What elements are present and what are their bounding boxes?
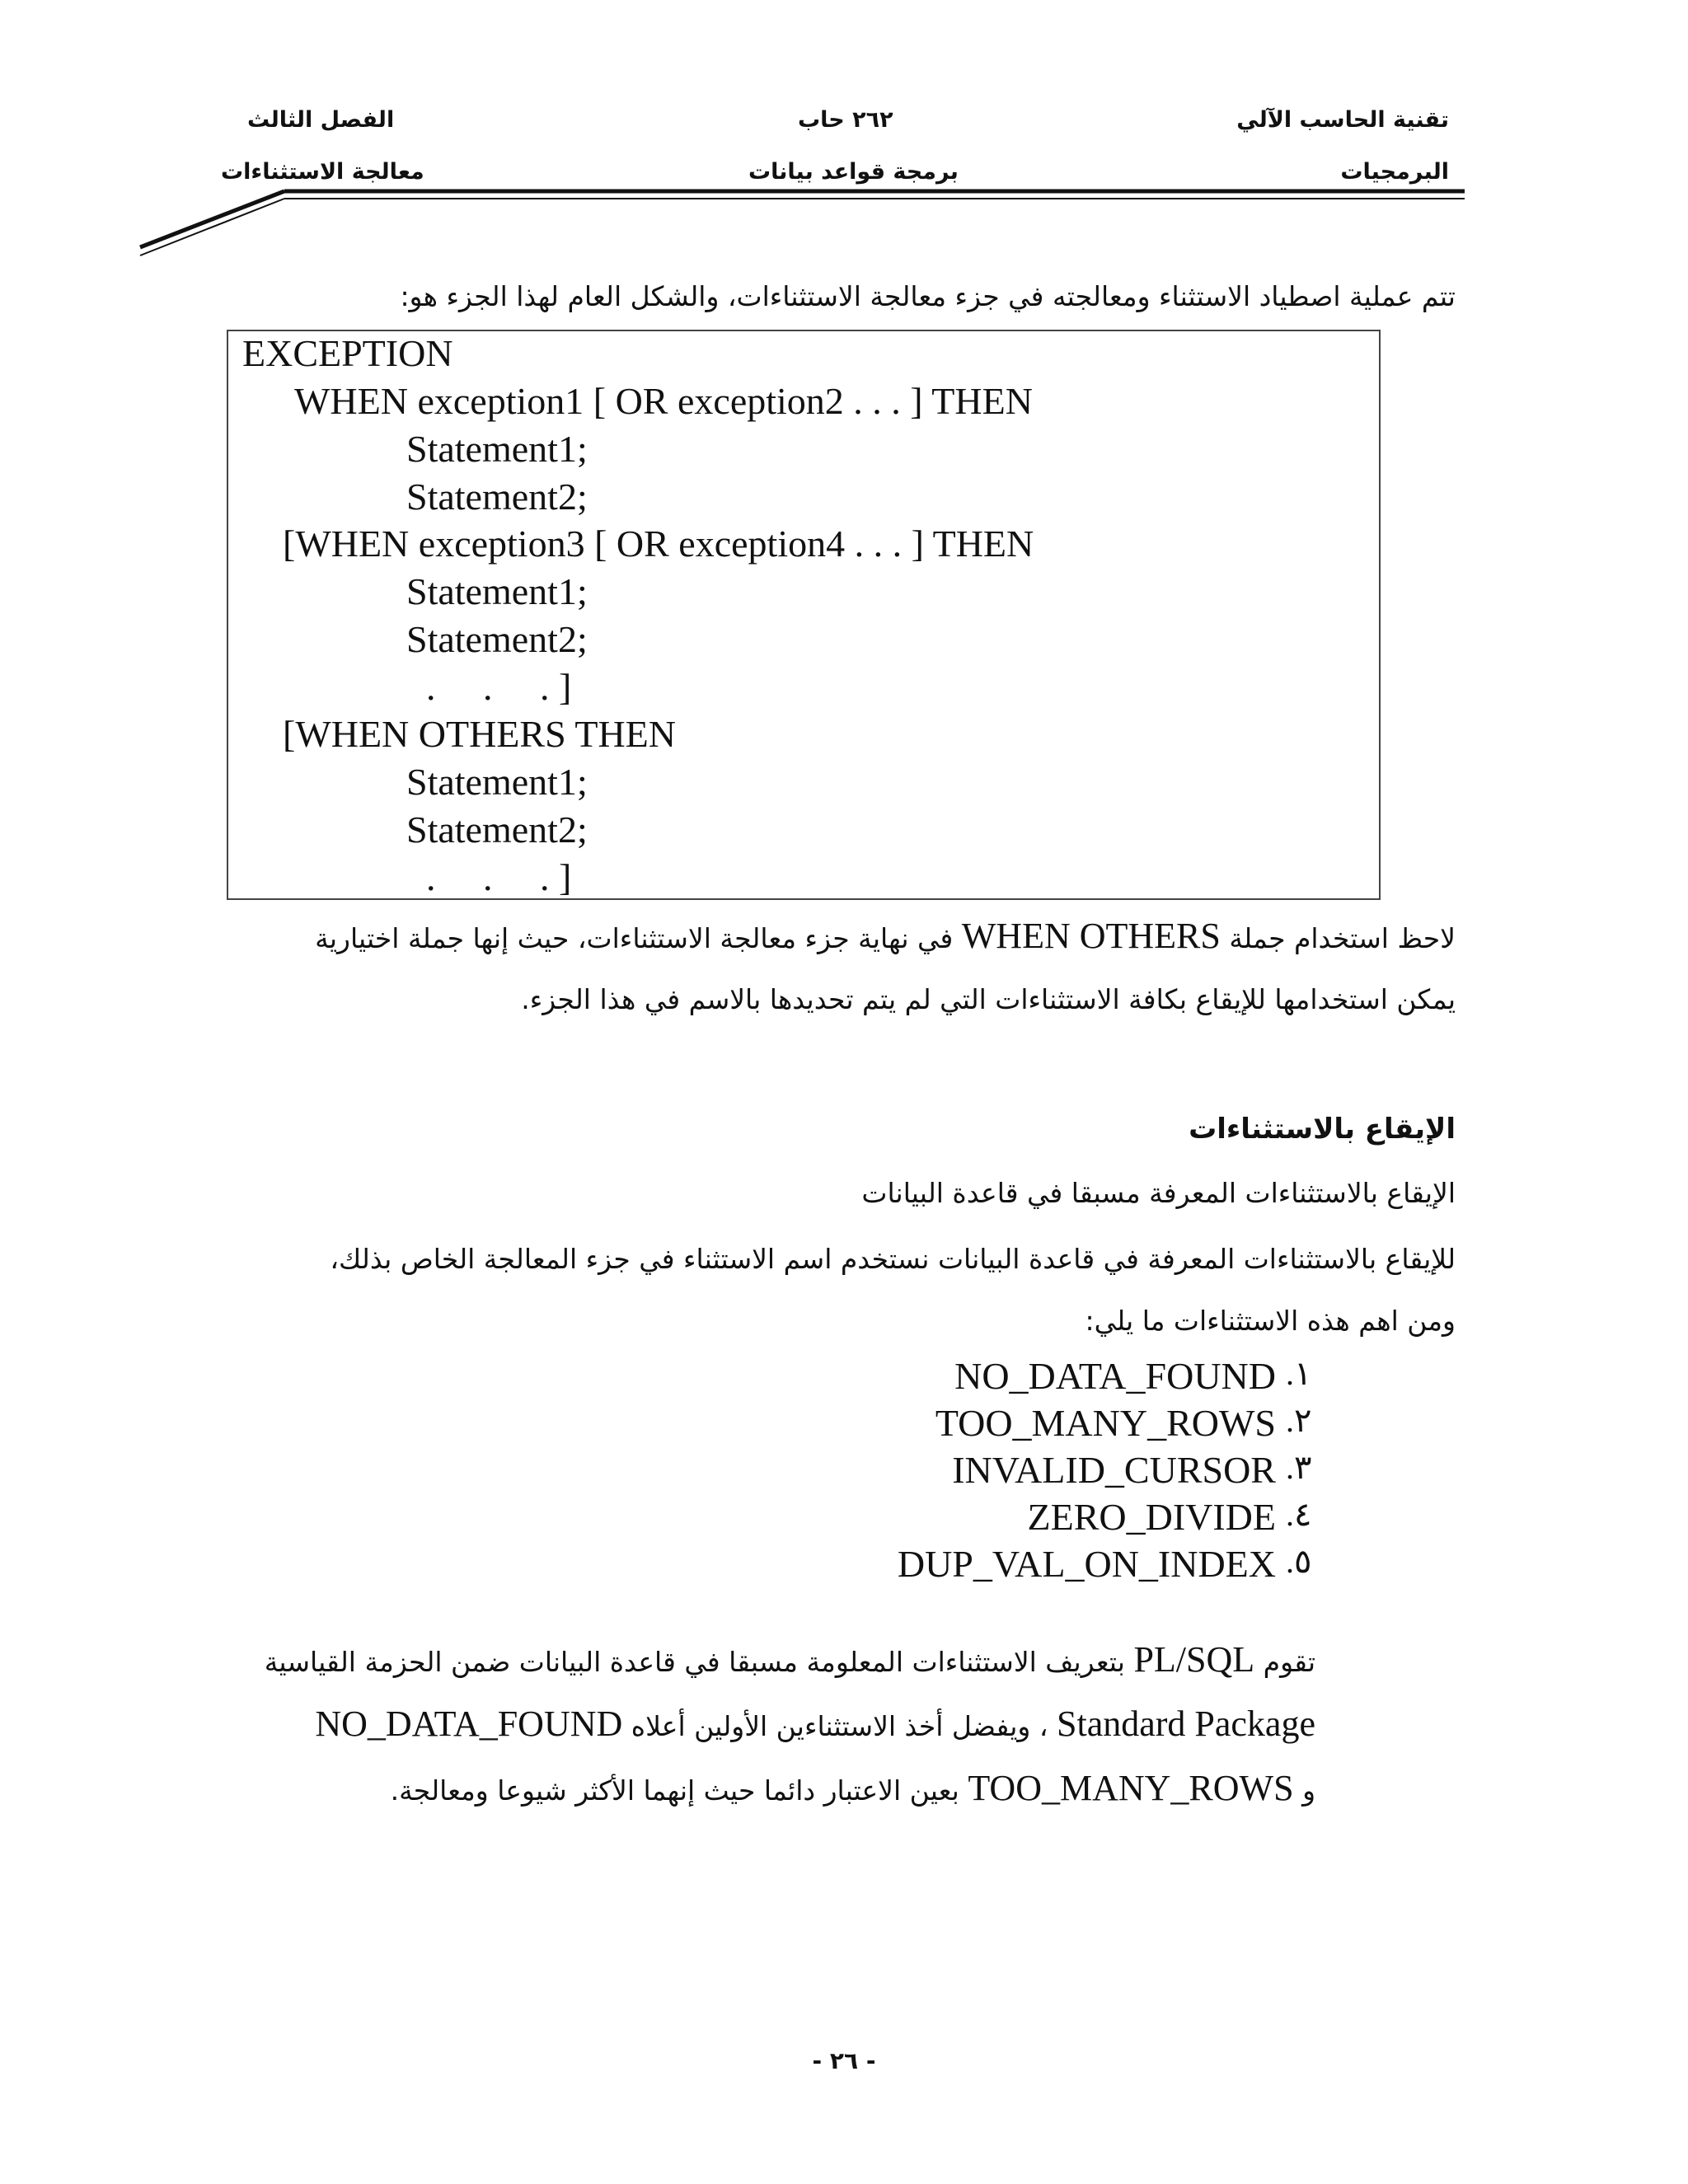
code-line: [WHEN OTHERS THEN <box>283 713 676 755</box>
section-title: الإيقاع بالاستثناءات <box>1189 1113 1456 1146</box>
paragraph-keyword: PL/SQL <box>1133 1639 1255 1680</box>
code-line: . . . ] <box>426 666 572 708</box>
header-course-name: برمجة قواعد بيانات <box>748 159 959 185</box>
note-text: لاحظ استخدام جملة <box>1229 922 1456 954</box>
paragraph-line <box>265 1638 1315 1680</box>
paragraph-text: بعين الاعتبار دائما حيث إنهما الأكثر شيوعا ومعالجة. <box>390 1774 959 1807</box>
note-line-2: يمكن استخدامها للإيقاع بكافة الاستثناءات التي لم يتم تحديدها بالاسم في هذا الجزء. <box>521 983 1456 1015</box>
exception-name: ZERO_DIVIDE <box>1027 1496 1276 1538</box>
paragraph-text: تقوم <box>1263 1646 1315 1678</box>
subsection-title: الإيقاع بالاستثناءات المعرفة مسبقا في قاعدة البيانات <box>861 1177 1456 1209</box>
paragraph-text: ، ويفضل أخذ الاستثناءين الأولين أعلاه <box>631 1710 1048 1742</box>
note-line-1 <box>315 915 1456 957</box>
list-number: ٤. <box>1286 1496 1312 1533</box>
code-block <box>227 330 1381 900</box>
code-line: Statement1; <box>406 428 588 470</box>
paragraph-keyword: TOO_MANY_ROWS <box>968 1768 1294 1808</box>
header-chapter-title: معالجة الاستثناءات <box>221 159 424 185</box>
paragraph-line: للإيقاع بالاستثناءات المعرفة في قاعدة البيانات نستخدم اسم الاستثناء في جزء المعالجة الخاص بذلك، <box>330 1243 1456 1275</box>
header-chapter: الفصل الثالث <box>247 107 395 133</box>
exception-name: TOO_MANY_ROWS <box>935 1402 1276 1444</box>
code-line: Statement1; <box>406 761 588 803</box>
paragraph-line: ومن اهم هذه الاستثناءات ما يلي: <box>1085 1305 1456 1337</box>
list-number: ٢. <box>1286 1402 1312 1439</box>
code-line: EXCEPTION <box>242 332 453 374</box>
code-line: . . . ] <box>426 856 572 898</box>
header-course-title: تقنية الحاسب الآلي <box>1236 107 1449 133</box>
paragraph-text: و <box>1302 1774 1315 1807</box>
list-number: ٣. <box>1286 1449 1312 1486</box>
code-line: WHEN exception1 [ OR exception2 . . . ] THEN <box>294 380 1033 422</box>
code-line: Statement2; <box>406 618 588 660</box>
paragraph-line <box>391 1767 1315 1809</box>
header-divider <box>0 0 1688 272</box>
exception-name: DUP_VAL_ON_INDEX <box>897 1543 1276 1585</box>
note-keyword: WHEN OTHERS <box>961 916 1221 956</box>
intro-paragraph: تتم عملية اصطياد الاستثناء ومعالجته في جزء معالجة الاستثناءات، والشكل العام لهذا الجزء هو: <box>400 280 1456 312</box>
code-line: [WHEN exception3 [ OR exception4 . . . ] THEN <box>283 523 1034 565</box>
paragraph-keyword: NO_DATA_FOUND <box>315 1704 623 1744</box>
note-text: في نهاية جزء معالجة الاستثناءات، حيث إنها جملة اختيارية <box>315 922 954 954</box>
code-line: Statement2; <box>406 808 588 851</box>
code-line: Statement1; <box>406 570 588 612</box>
page-number: - ٢٦ - <box>812 2047 876 2074</box>
list-number: ٥. <box>1286 1543 1312 1580</box>
code-line: Statement2; <box>406 476 588 518</box>
exception-name: NO_DATA_FOUND <box>954 1355 1276 1397</box>
paragraph-keyword: Standard Package <box>1057 1704 1315 1744</box>
header-department: البرمجيات <box>1340 159 1449 185</box>
exception-name: INVALID_CURSOR <box>952 1449 1276 1491</box>
header-course-code: ٢٦٢ حاب <box>798 107 893 133</box>
list-number: ١. <box>1286 1355 1312 1392</box>
paragraph-line <box>315 1703 1315 1745</box>
paragraph-text: بتعريف الاستثناءات المعلومة مسبقا في قاعدة البيانات ضمن الحزمة القياسية <box>264 1646 1125 1678</box>
